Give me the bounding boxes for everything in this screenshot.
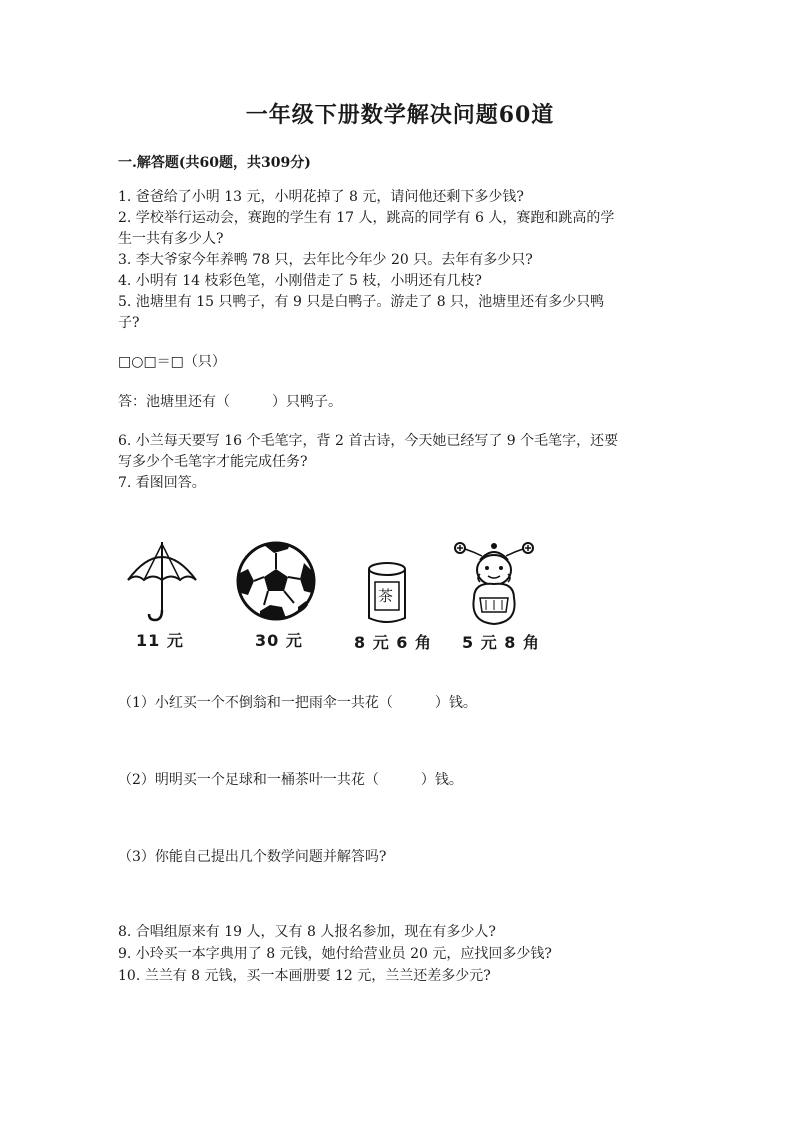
soccer-ball-price: 30 元 — [255, 631, 303, 650]
question-9: 9. 小玲买一本字典用了 8 元钱，她付给营业员 20 元，应找回多少钱? — [118, 946, 552, 962]
question-5-formula: □○□＝□（只） — [118, 354, 226, 370]
umbrella-icon — [122, 540, 202, 625]
question-6-line-1: 6. 小兰每天要写 16 个毛笔字，背 2 首古诗，今天她已经写了 9 个毛笔字，还要 — [118, 433, 619, 449]
question-5-line-2: 子? — [118, 315, 140, 331]
question-3: 3. 李大爷家今年养鸭 78 只，去年比今年少 20 只。去年有多少只? — [118, 252, 533, 268]
question-8: 8. 合唱组原来有 19 人，又有 8 人报名参加，现在有多少人? — [118, 924, 496, 940]
soccer-ball-icon — [234, 539, 318, 623]
question-2-line-1: 2. 学校举行运动会，赛跑的学生有 17 人，跳高的同学有 6 人，赛跑和跳高的学 — [118, 210, 615, 226]
tumbler-doll-icon — [452, 538, 538, 628]
question-2-line-2: 生一共有多少人? — [118, 231, 224, 247]
question-5-line-1: 5. 池塘里有 15 只鸭子，有 9 只是白鸭子。游走了 8 只，池塘里还有多少只鸭 — [118, 294, 605, 310]
question-10: 10. 兰兰有 8 元钱，买一本画册要 12 元，兰兰还差多少元? — [118, 968, 491, 984]
section-heading: 一.解答题(共60题，共309分) — [118, 155, 311, 171]
page-title: 一年级下册数学解决问题60道 — [245, 102, 555, 128]
question-7: 7. 看图回答。 — [118, 475, 206, 491]
tea-label: 茶 — [378, 587, 395, 605]
question-6-line-2: 写多少个毛笔字才能完成任务? — [118, 454, 308, 470]
question-7-sub-1: （1）小红买一个不倒翁和一把雨伞一共花（ ）钱。 — [118, 695, 477, 711]
tea-price: 8 元 6 角 — [354, 633, 432, 652]
question-4: 4. 小明有 14 枝彩色笔，小刚借走了 5 枝，小明还有几枝? — [118, 273, 482, 289]
question-7-sub-2: （2）明明买一个足球和一桶茶叶一共花（ ）钱。 — [118, 772, 463, 788]
question-1: 1. 爸爸给了小明 13 元，小明花掉了 8 元，请问他还剩下多少钱? — [118, 189, 524, 205]
question-7-sub-3: （3）你能自己提出几个数学问题并解答吗? — [118, 849, 387, 865]
doll-price: 5 元 8 角 — [462, 633, 540, 652]
umbrella-price: 11 元 — [136, 631, 184, 650]
question-5-answer: 答：池塘里还有（ ）只鸭子。 — [118, 394, 342, 410]
